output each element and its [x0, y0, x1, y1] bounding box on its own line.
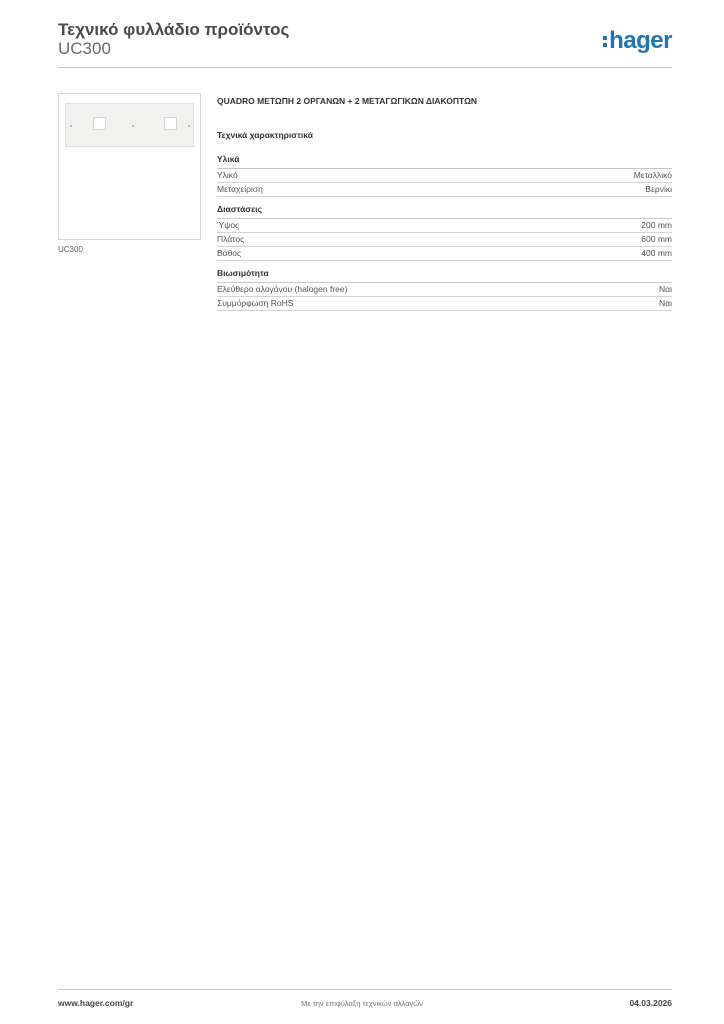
spec-label: Συμμόρφωση RoHS [217, 298, 294, 308]
logo-dots-icon [603, 34, 607, 48]
spec-value: 600 mm [641, 234, 672, 244]
product-title: QUADRO ΜΕΤΩΠΗ 2 ΟΡΓΑΝΩΝ + 2 ΜΕΤΑΓΩΓΙΚΩΝ ΔΙΑΚΟΠΤΩΝ [217, 96, 478, 106]
footer-website-link[interactable]: www.hager.com/gr [58, 998, 134, 1008]
spec-section-dimensions [217, 204, 672, 261]
screw-icon [188, 125, 190, 127]
footer-disclaimer: Με την επιφύλαξη τεχνικών αλλαγών [301, 999, 423, 1008]
spec-label: Μεταχείριση [217, 184, 263, 194]
front-panel-graphic [65, 103, 194, 147]
spec-label: Βάθος [217, 248, 242, 258]
header-divider [58, 67, 672, 68]
page-header-subtitle: UC300 [58, 39, 111, 58]
page-header-title: Τεχνικό φυλλάδιο προϊόντος [58, 20, 290, 39]
screw-icon [132, 125, 134, 127]
section-title: Βιωσιμότητα [217, 268, 672, 283]
spec-value: 400 mm [641, 248, 672, 258]
spec-label: Ελεύθερο αλογόνου (halogen free) [217, 284, 348, 294]
section-title: Διαστάσεις [217, 204, 672, 219]
section-title: Υλικά [217, 154, 672, 169]
spec-value: Ναι [659, 298, 672, 308]
specs-heading: Τεχνικά χαρακτηριστικά [217, 130, 313, 140]
spec-row [217, 247, 672, 261]
hager-logo [603, 29, 672, 53]
spec-section-sustainability [217, 268, 672, 311]
spec-row [217, 183, 672, 197]
cutout-icon [93, 117, 106, 130]
cutout-icon [164, 117, 177, 130]
spec-label: Υλικό [217, 170, 238, 180]
spec-label: Ύψος [217, 220, 240, 230]
spec-row [217, 219, 672, 233]
spec-row [217, 283, 672, 297]
spec-row [217, 169, 672, 183]
spec-value: 200 mm [641, 220, 672, 230]
spec-row [217, 297, 672, 311]
spec-label: Πλάτος [217, 234, 245, 244]
footer-divider [58, 989, 672, 990]
product-content [217, 96, 672, 318]
screw-icon [70, 125, 72, 127]
product-image [58, 93, 201, 240]
product-image-caption: UC300 [58, 245, 83, 254]
logo-text: hager [609, 27, 672, 54]
spec-section-materials [217, 154, 672, 197]
spec-value: Μεταλλικό [633, 170, 672, 180]
spec-row [217, 233, 672, 247]
spec-value: Βερνίκι [645, 184, 672, 194]
footer-date: 04.03.2026 [629, 998, 672, 1008]
spec-value: Ναι [659, 284, 672, 294]
